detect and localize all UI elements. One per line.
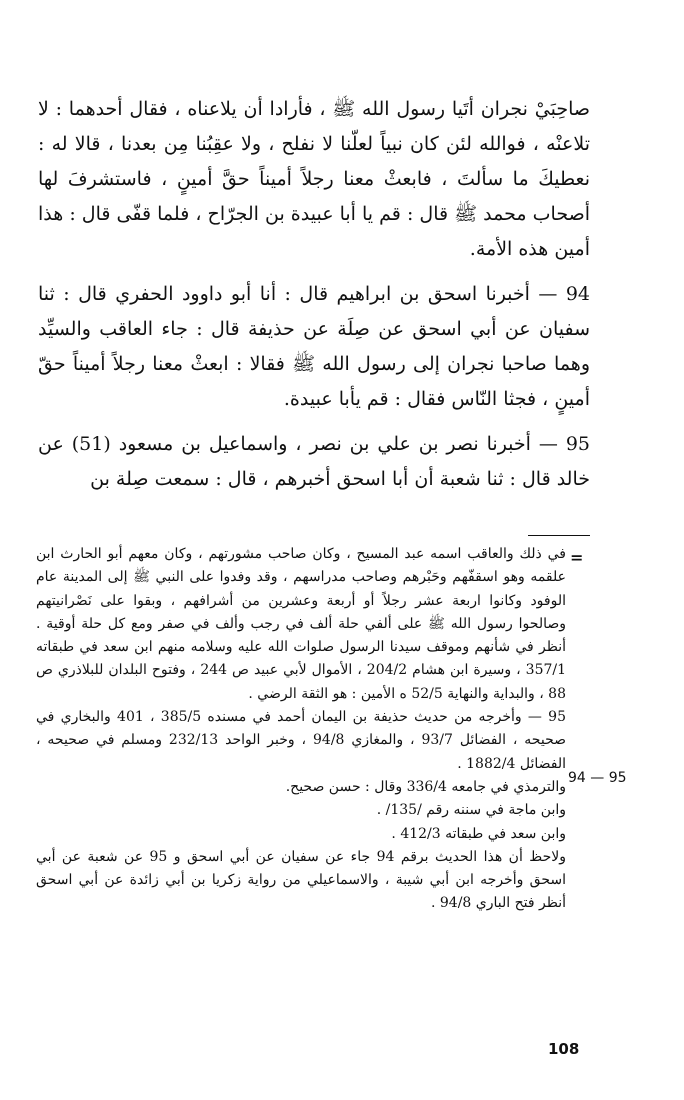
page-number: 108 [548, 1040, 580, 1058]
main-text [38, 92, 590, 497]
main-paragraph-hadith-95: 95 — أخبرنا نصر بن علي بن نصر ، واسماعيل بن مسعود (51) عن خالد قال : ثنا شعبة أن أبا اسحق أخبرهم ، قال : سمعت صِلة بن [38, 433, 590, 490]
main-paragraph-hadith-94: 94 — أخبرنا اسحق بن ابراهيم قال : أنا أبو داوود الحفري قال : ثنا سفيان عن أبي اسحق عن صِلَة عن حذيفة قال : جاء العاقب والسيِّد وهما صاحبا نجران إلى رسول الله ﷺ فقالا : ابعثْ معنا رجلاً أميناً حقّ أمينٍ ، فجثا النّاس فقال : قم يأبا عبيدة. [38, 283, 590, 410]
footnote-line: في ذلك والعاقب اسمه عبد المسيح ، وكان صاحب مشورتهم ، وكان معهم أبو الحارث ابن علقمه وهو اسقفّهم وحَبْرهم وصاحب مدراسهم ، وقد وفدوا على النبي ﷺ إلى المدينة عام الوفود وكانوا اربعة عشر رجلاً أو أربعة وعشرين من أشرافهم ، وبقوا على نَصْرانيتهم وصالحوا رسول الله ﷺ على ألفي حلة ألف في رجب وألف في صفر ومع كل حلة أوقية . أنظر في شأنهم وموقف سيدنا الرسول صلوات الله عليه وسلامه منهم ابن سعد في طبقاته 357/1 ، وسيرة ابن هشام 204/2 ، الأموال لأبي عبيد ص 244 ، وفتوح البلدان للبلاذري ص 88 ، والبداية والنهاية 52/5 ه الأمين : هو الثقة الرضي . [36, 546, 567, 702]
footnote-line: وابن ماجة في سننه رقم /135/ . [376, 802, 566, 819]
footnote-line: والترمذي في جامعه 336/4 وقال : حسن صحيح. [285, 778, 566, 795]
footnote-separator [528, 535, 590, 536]
main-paragraph-1: صاحِبَيْ نجران أتَيا رسول الله ﷺ ، فأرادا أن يلاعناه ، فقال أحدهما : لا تلاعنْه ، فوالله لئن كان نبياً لعلّنا لا نفلح ، ولا عقِبُنا مِن بعدنا ، قالا له : نعطيكَ ما سألتَ ، فابعثْ معنا رجلاً أميناً حقَّ أمينٍ ، فاستشرفَ لها أصحاب محمد ﷺ قال : قم يا أبا عبيدة بن الجرّاح ، فلما قفّى قال : هذا أمين هذه الأمة. [38, 98, 590, 260]
footnote-line: وابن سعد في طبقاته 412/3 . [391, 825, 566, 842]
footnote-continuation-marker: = [570, 548, 584, 567]
footnote-number: 94 — 95 [568, 770, 627, 786]
footnote-line: ولاحظ أن هذا الحديث برقم 94 جاء عن سفيان عن أبي اسحق و 95 عن شعبة عن أبي اسحق وأخرجه ابن أبي شيبة ، والاسماعيلي من رواية زكريا بن أبي زائدة عن أبي اسحق أنظر فتح الباري 94/8 . [36, 848, 566, 912]
footnote-line: 95 — وأخرجه من حديث حذيفة بن اليمان أحمد في مسنده 385/5 ، 401 والبخاري في صحيحه ، الفضائل 93/7 ، والمغازي 94/8 ، وخبر الواحد 232/13 ومسلم في صحيحه ، الفضائل 1882/4 . [36, 709, 566, 772]
footnotes [36, 543, 566, 916]
